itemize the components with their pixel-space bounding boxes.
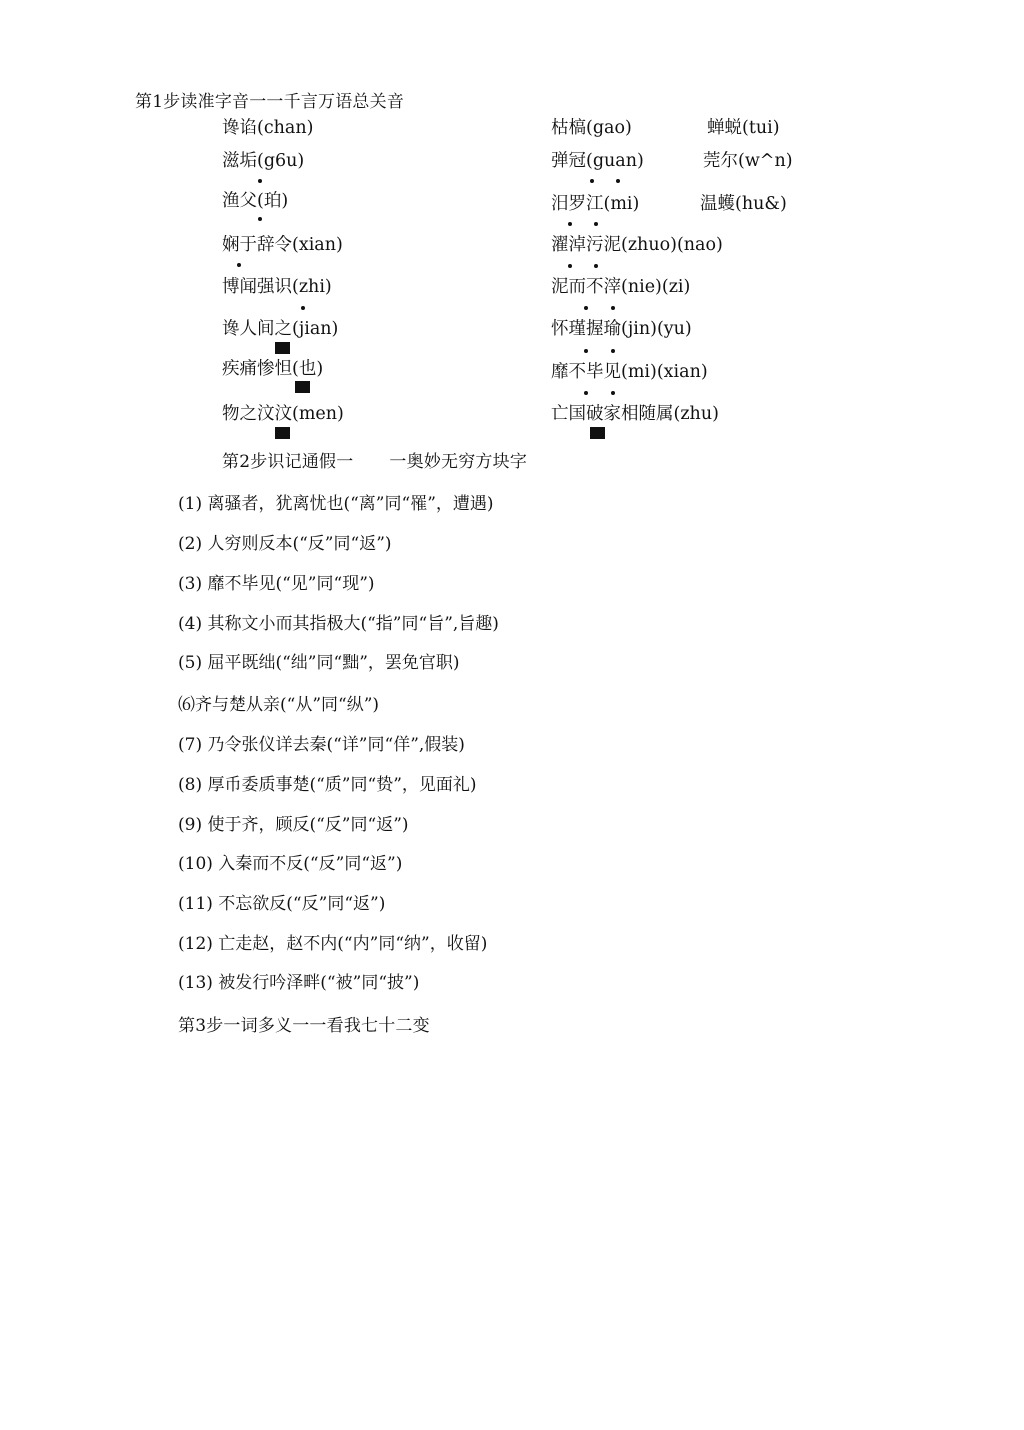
list-item: (1) 离骚者，犹离忧也(“离”同“罹”，遭遇) [178,494,494,514]
vocab-item: 物之汶汶(men) [222,404,344,424]
emphasis-dot [258,179,262,183]
list-item: (11) 不忘欲反(“反”同“返”) [178,894,386,914]
emphasis-dot [584,306,588,310]
emphasis-dot [590,179,594,183]
list-item: (12) 亡走赵，赵不内(“内”同“纳”，收留) [178,934,488,954]
vocab-item: 温蠖(hu&) [700,194,787,214]
vocab-item: 滋垢(g6u) [222,151,305,171]
vocab-item: 亡国破家相随属(zhu) [551,404,719,424]
vocab-item: 濯淖污泥(zhuo)(nao) [551,235,723,255]
list-item: (5) 屈平既绌(“绌”同“黜”，罢免官职) [178,653,460,673]
vocab-item: 汨罗江(mi) [551,194,640,214]
emphasis-dot [568,264,572,268]
emphasis-dot [568,222,572,226]
emphasis-dot [584,391,588,395]
vocab-item: 弹冠(guan) [551,151,644,171]
vocab-item: 枯槁(gao) [551,118,632,138]
emphasis-dot [611,306,615,310]
vocab-item: 博闻强识(zhi) [222,277,332,297]
vocab-item: 娴于辞令(xian) [222,235,343,255]
list-item: (2) 人穷则反本(“反”同“返”) [178,534,392,554]
emphasis-dot [594,222,598,226]
step2-heading-tail: 一奥妙无穷方块字 [389,452,528,472]
emphasis-dot [611,349,615,353]
vocab-item: 莞尔(w^n) [703,151,793,171]
list-item: (8) 厚币委质事楚(“质”同“贽”，见面礼) [178,775,477,795]
list-item: (9) 使于齐，顾反(“反”同“返”) [178,815,409,835]
step3-heading: 第3步一词多义一一看我七十二变 [178,1016,430,1036]
list-item: (10) 入秦而不反(“反”同“返”) [178,854,403,874]
placeholder-block [295,381,310,393]
emphasis-dot [301,306,305,310]
step2-heading-head: 第2步识记通假一 [222,452,354,472]
vocab-item: 疾痛惨怛(也) [222,359,324,379]
emphasis-dot [584,349,588,353]
vocab-item: 泥而不滓(nie)(zi) [551,277,691,297]
vocab-item: 谗谄(chan) [222,118,314,138]
placeholder-block [275,427,290,439]
list-item: ⑹齐与楚从亲(“从”同“纵”) [178,695,380,715]
vocab-item: 怀瑾握瑜(jin)(yu) [551,319,692,339]
list-item: (7) 乃令张仪详去秦(“详”同“佯”,假装) [178,735,465,755]
emphasis-dot [258,217,262,221]
emphasis-dot [594,264,598,268]
list-item: (3) 靡不毕见(“见”同“现”) [178,574,375,594]
vocab-item: 蝉蜕(tui) [707,118,780,138]
vocab-item: 靡不毕见(mi)(xian) [551,362,708,382]
step1-heading: 第1步读准字音一一千言万语总关音 [135,92,405,112]
step2-heading [222,447,527,472]
vocab-item: 谗人间之(jian) [222,319,339,339]
emphasis-dot [611,391,615,395]
emphasis-dot [237,263,241,267]
emphasis-dot [616,179,620,183]
vocab-item: 渔父(珀) [222,191,289,211]
placeholder-block [275,342,290,354]
placeholder-block [590,427,605,439]
list-item: (13) 被发行吟泽畔(“被”同“披”) [178,973,420,993]
list-item: (4) 其称文小而其指极大(“指”同“旨”,旨趣) [178,614,499,634]
